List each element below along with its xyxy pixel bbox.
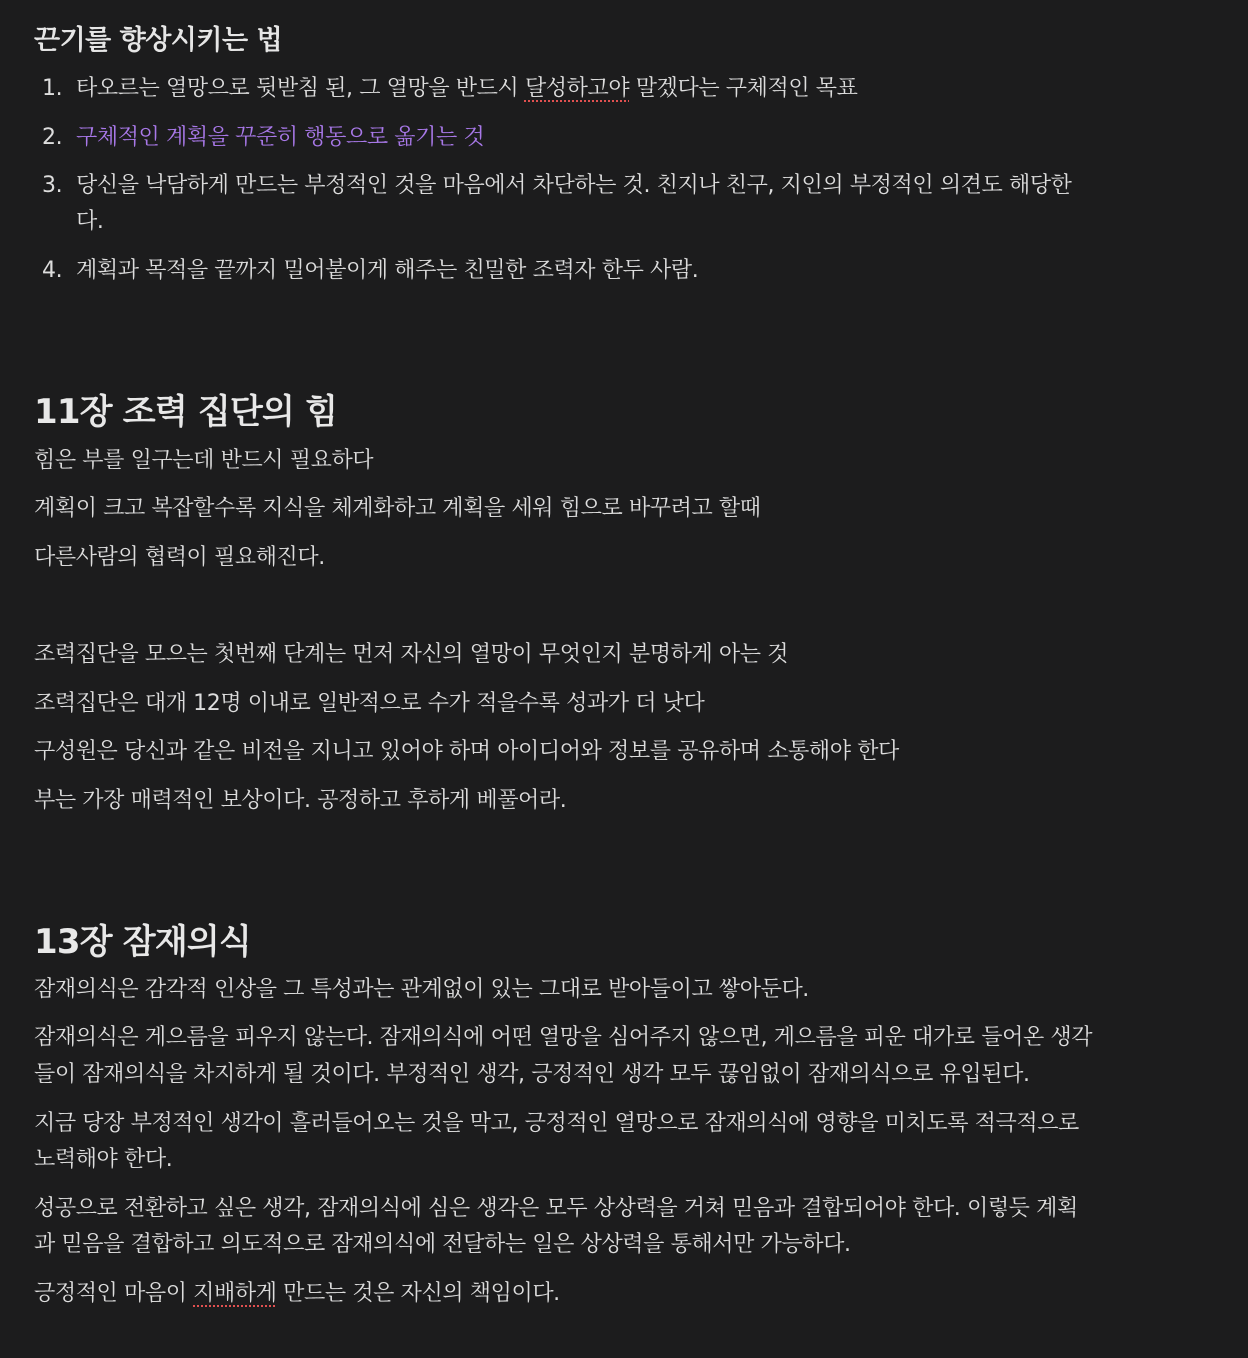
list-number: 1. (42, 76, 63, 101)
list-item-4[interactable] (34, 253, 1114, 289)
heading-perseverance: 끈기를 향상시키는 법 (34, 25, 283, 56)
paragraph: 부는 가장 매력적인 보상이다. 공정하고 후하게 베풀어라. (34, 788, 567, 813)
heading-chapter-13: 13장 잠재의식 (34, 922, 251, 962)
paragraph: 조력집단을 모으는 첫번째 단계는 먼저 자신의 열망이 무엇인지 분명하게 아는 것 (34, 642, 789, 667)
paragraph (34, 1276, 560, 1312)
text-segment: 타오르는 열망으로 뒷받침 된, 그 열망을 반드시 (76, 76, 525, 101)
list-item-2[interactable] (34, 120, 1114, 156)
list-text: 계획과 목적을 끝까지 밀어붙이게 해주는 친밀한 조력자 한두 사람. (76, 258, 699, 283)
list-item-1[interactable] (34, 71, 1114, 107)
paragraph-line: 성공으로 전환하고 싶은 생각, 잠재의식에 심은 생각은 모두 상상력을 거쳐 믿음과 결합되어야 한다. 이렇듯 계획 (34, 1196, 1078, 1221)
paragraph-line: 지금 당장 부정적인 생각이 흘러들어오는 것을 막고, 긍정적인 열망으로 잠재의식에 영향을 미치도록 적극적으로 (34, 1111, 1079, 1136)
list-text-line-1: 당신을 낙담하게 만드는 부정적인 것을 마음에서 차단하는 것. 친지나 친구, 지인의 부정적인 의견도 해당한 (76, 173, 1072, 198)
paragraph-line: 잠재의식은 게으름을 피우지 않는다. 잠재의식에 어떤 열망을 심어주지 않으면, 게으름을 피운 대가로 들어온 생각 (34, 1025, 1093, 1050)
paragraph: 조력집단은 대개 12명 이내로 일반적으로 수가 적을수록 성과가 더 낫다 (34, 691, 705, 716)
text-segment: 긍정적인 마음이 (34, 1281, 194, 1306)
spellcheck-word[interactable]: 달성하고야 (524, 76, 630, 101)
list-number: 4. (42, 258, 63, 283)
list-number: 2. (42, 125, 63, 150)
paragraph-line: 노력해야 한다. (34, 1147, 173, 1172)
paragraph-line: 과 믿음을 결합하고 의도적으로 잠재의식에 전달하는 일은 상상력을 통해서만 가능하다. (34, 1232, 851, 1257)
list-text-line-2: 다. (76, 209, 104, 234)
list-number: 3. (42, 173, 63, 198)
paragraph: 구성원은 당신과 같은 비전을 지니고 있어야 하며 아이디어와 정보를 공유하며 소통해야 한다 (34, 739, 899, 764)
list-item-3[interactable] (34, 168, 1114, 240)
paragraph: 계획이 크고 복잡할수록 지식을 체계화하고 계획을 세워 힘으로 바꾸려고 할때 (34, 496, 761, 521)
text-segment: 말겠다는 구체적인 목표 (629, 76, 858, 101)
heading-chapter-11: 11장 조력 집단의 힘 (34, 392, 338, 432)
highlighted-list-text: 구체적인 계획을 꾸준히 행동으로 옮기는 것 (76, 125, 485, 150)
paragraph: 다른사람의 협력이 필요해진다. (34, 545, 325, 570)
paragraph-line: 들이 잠재의식을 차지하게 될 것이다. 부정적인 생각, 긍정적인 생각 모두 끊임없이 잠재의식으로 유입된다. (34, 1062, 1030, 1087)
list-text (76, 71, 1114, 107)
text-segment: 만드는 것은 자신의 책임이다. (276, 1281, 560, 1306)
paragraph: 힘은 부를 일구는데 반드시 필요하다 (34, 448, 374, 473)
paragraph: 잠재의식은 감각적 인상을 그 특성과는 관계없이 있는 그대로 받아들이고 쌓아둔다. (34, 977, 809, 1002)
spellcheck-word[interactable]: 지배하게 (193, 1281, 277, 1306)
